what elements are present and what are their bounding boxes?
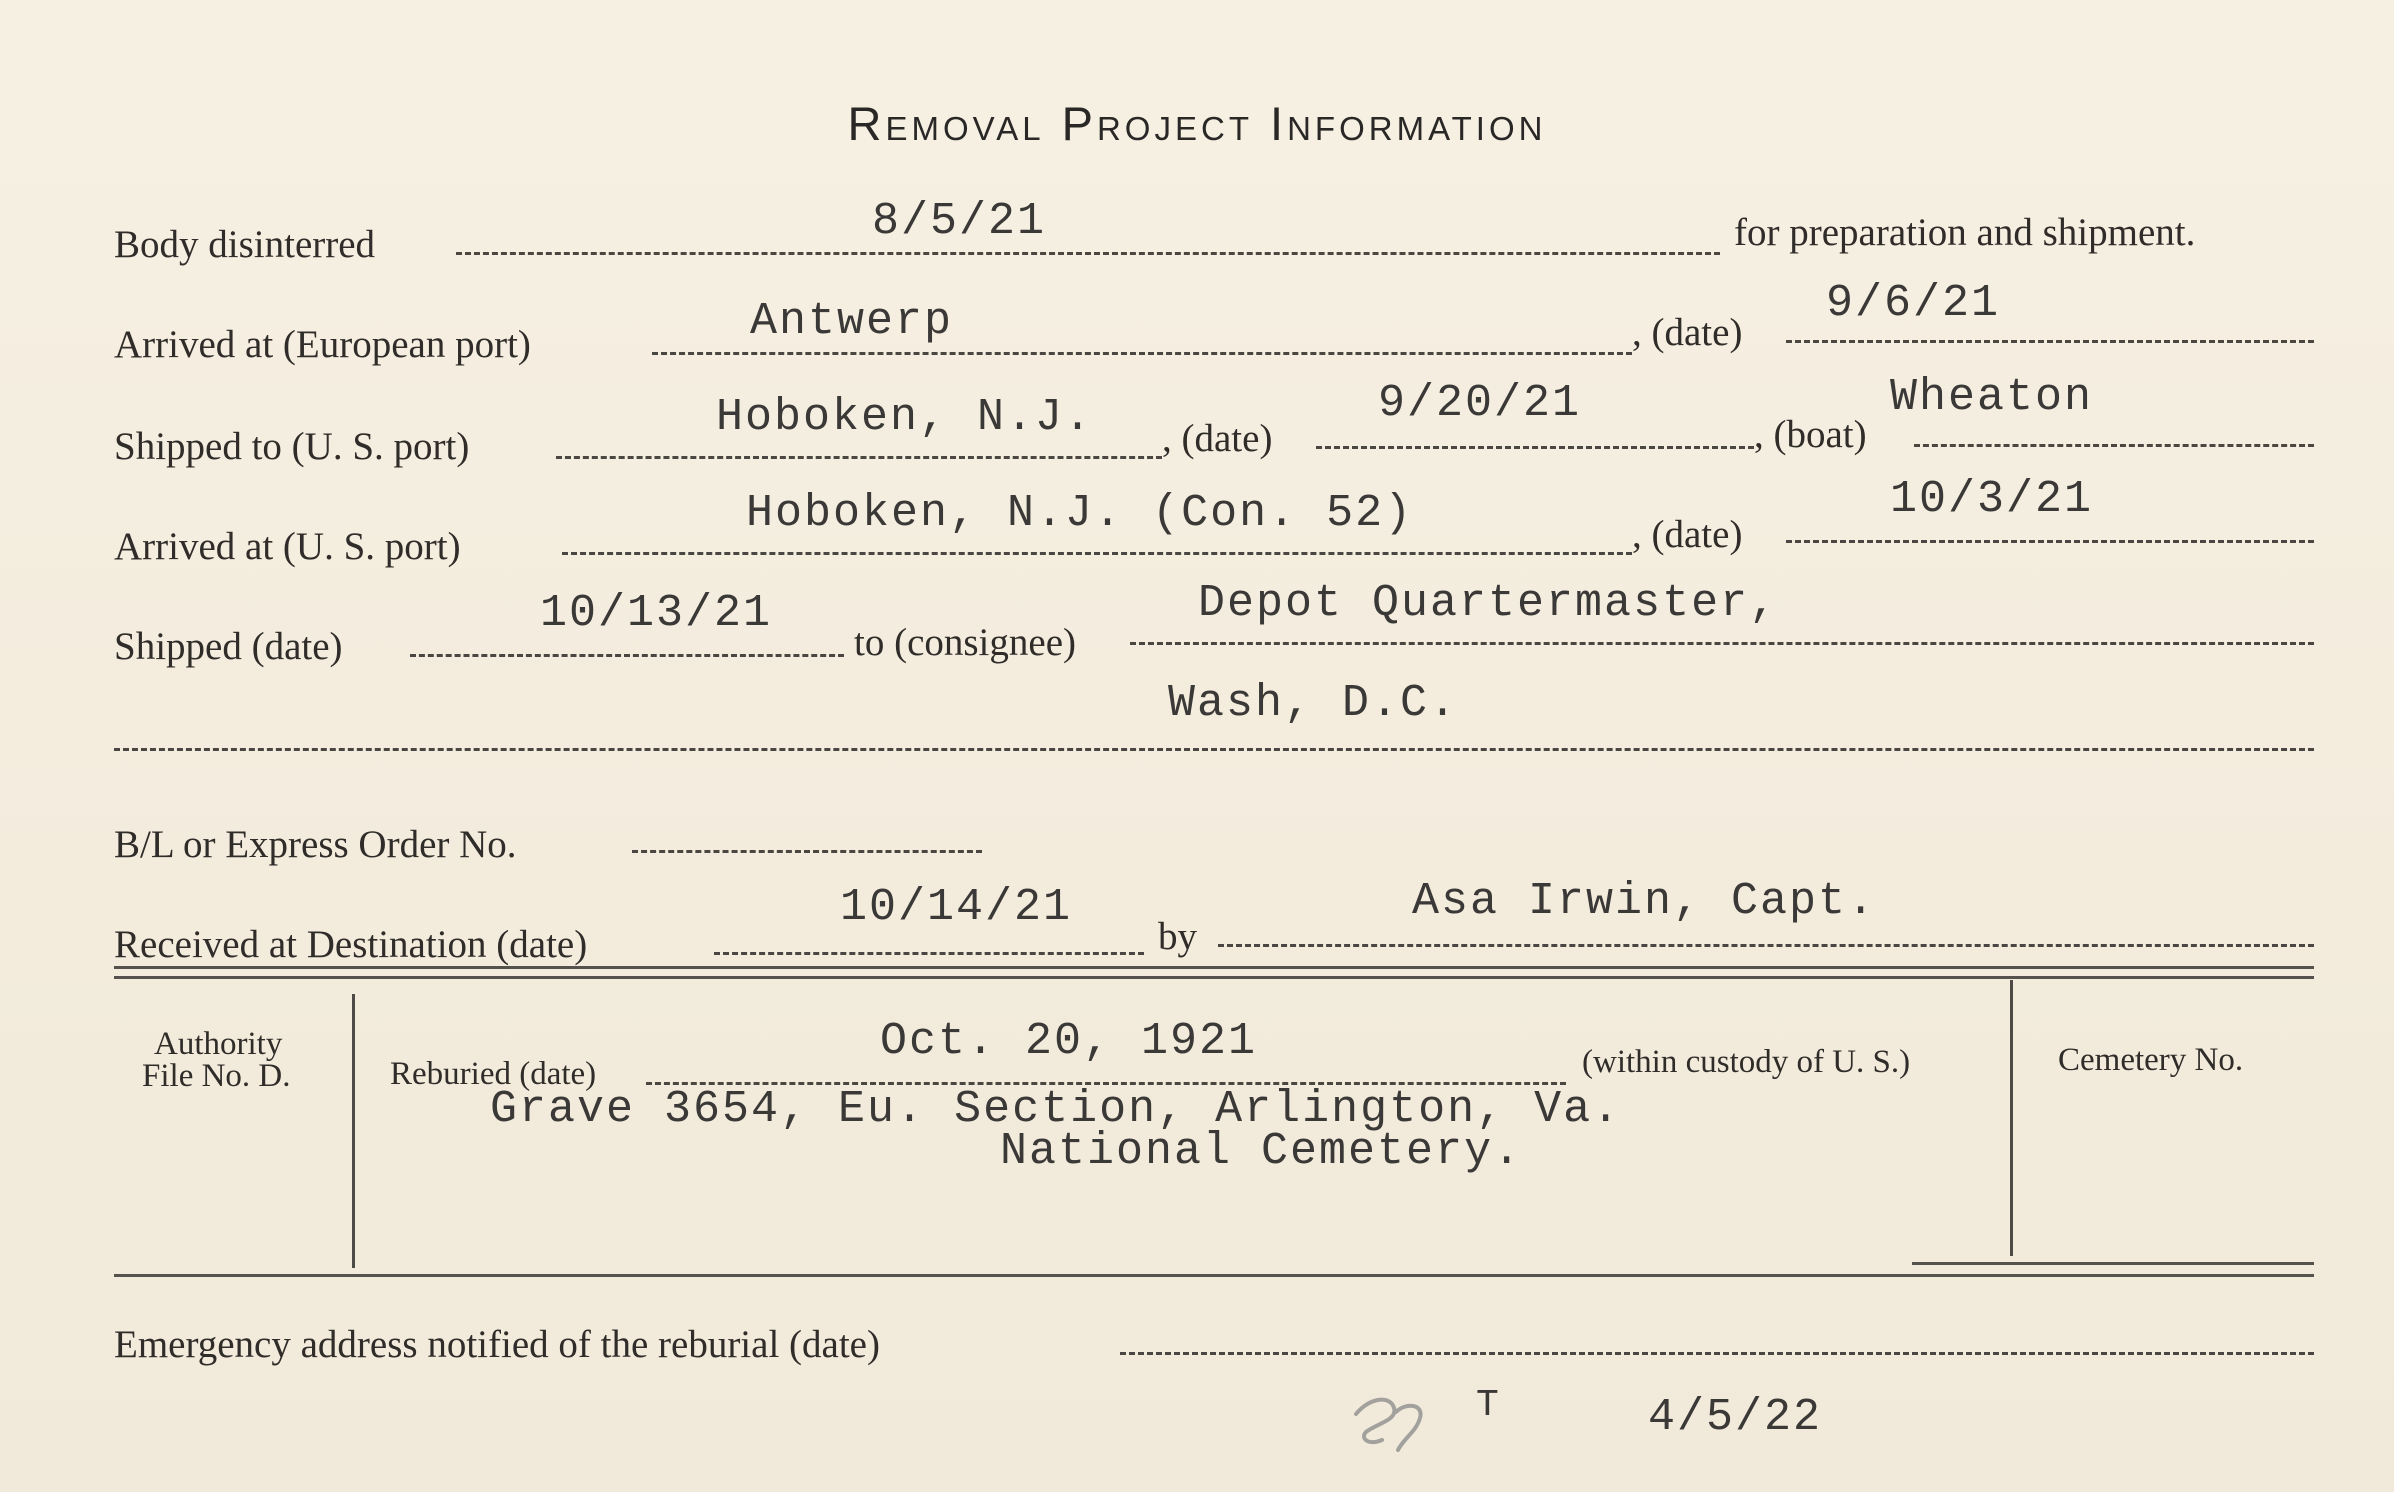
grave-location: Grave 3654, Eu. Section, Arlington, Va. xyxy=(490,1084,1622,1135)
arrived-eu-date: 9/6/21 xyxy=(1826,278,2001,329)
box-divider-right xyxy=(2010,980,2013,1256)
shipped-us-label: Shipped to (U. S. port) xyxy=(114,425,470,468)
shipped-date-label: Shipped (date) xyxy=(114,625,343,668)
consignee-line xyxy=(1130,642,2314,645)
box-bottom-rule-main xyxy=(114,1274,2314,1277)
disinterred-label: Body disinterred xyxy=(114,223,376,266)
cemetery-name: National Cemetery. xyxy=(1000,1126,1523,1177)
arrived-eu-value: Antwerp xyxy=(750,296,954,347)
shipped-us-date-line xyxy=(1316,446,1754,449)
reburied-date: Oct. 20, 1921 xyxy=(880,1016,1258,1067)
box-top-rule-2 xyxy=(114,976,2314,979)
reburied-label: Reburied (date) xyxy=(390,1056,597,1092)
arrived-us-date-label: , (date) xyxy=(1632,513,1743,556)
emergency-label: Emergency address notified of the reburial (date) xyxy=(114,1323,880,1366)
shipped-us-line xyxy=(556,456,1162,459)
arrived-eu-line xyxy=(652,352,1632,355)
handwritten-initials-mark xyxy=(1346,1384,1436,1464)
arrived-us-label: Arrived at (U. S. port) xyxy=(114,525,461,568)
received-label: Received at Destination (date) xyxy=(114,923,588,966)
consignee-line-1: Depot Quartermaster, xyxy=(1198,578,1779,629)
arrived-us-date-line xyxy=(1786,540,2314,543)
bl-label: B/L or Express Order No. xyxy=(114,823,517,866)
page-title: Removal Project Information xyxy=(847,97,1547,150)
custody-label: (within custody of U. S.) xyxy=(1582,1044,1911,1080)
arrived-us-value: Hoboken, N.J. (Con. 52) xyxy=(746,488,1414,539)
shipped-date-value: 10/13/21 xyxy=(540,588,773,639)
arrived-us-date: 10/3/21 xyxy=(1890,474,2094,525)
arrived-us-line xyxy=(562,552,1632,555)
shipped-us-boat-label: , (boat) xyxy=(1754,413,1867,456)
disinterred-suffix: for preparation and shipment. xyxy=(1734,211,2196,254)
received-by-line xyxy=(1218,944,2314,947)
emergency-initials: T xyxy=(1476,1384,1501,1427)
arrived-eu-label: Arrived at (European port) xyxy=(114,323,531,366)
bl-line xyxy=(632,850,982,853)
received-by-value: Asa Irwin, Capt. xyxy=(1412,876,1877,927)
shipped-us-value: Hoboken, N.J. xyxy=(716,392,1094,443)
shipped-us-date-label: , (date) xyxy=(1162,417,1273,460)
file-no-label: File No. D. xyxy=(142,1058,291,1094)
received-line xyxy=(714,952,1144,955)
cemetery-no-label: Cemetery No. xyxy=(2058,1042,2244,1078)
consignee-label: to (consignee) xyxy=(854,621,1077,664)
authority-label: Authority xyxy=(154,1026,283,1062)
shipped-date-line xyxy=(410,654,844,657)
emergency-line xyxy=(1120,1352,2314,1355)
handwritten-initials xyxy=(1346,1384,1436,1480)
arrived-eu-date-label: , (date) xyxy=(1632,311,1743,354)
shipped-us-boat: Wheaton xyxy=(1890,372,2094,423)
shipped-us-boat-line xyxy=(1914,444,2314,447)
consignee-line-2: Wash, D.C. xyxy=(1168,678,1459,729)
shipped-us-date: 9/20/21 xyxy=(1378,378,1582,429)
arrived-eu-date-line xyxy=(1786,340,2314,343)
disinterred-line xyxy=(456,252,1720,255)
received-by-label: by xyxy=(1158,915,1197,958)
disinterred-value: 8/5/21 xyxy=(872,196,1047,247)
emergency-date: 4/5/22 xyxy=(1648,1392,1823,1443)
consignee-line-2-rule xyxy=(114,748,2314,751)
received-value: 10/14/21 xyxy=(840,882,1073,933)
box-bottom-rule xyxy=(1912,1262,2314,1265)
box-divider-left xyxy=(352,994,355,1268)
box-top-rule xyxy=(114,966,2314,969)
